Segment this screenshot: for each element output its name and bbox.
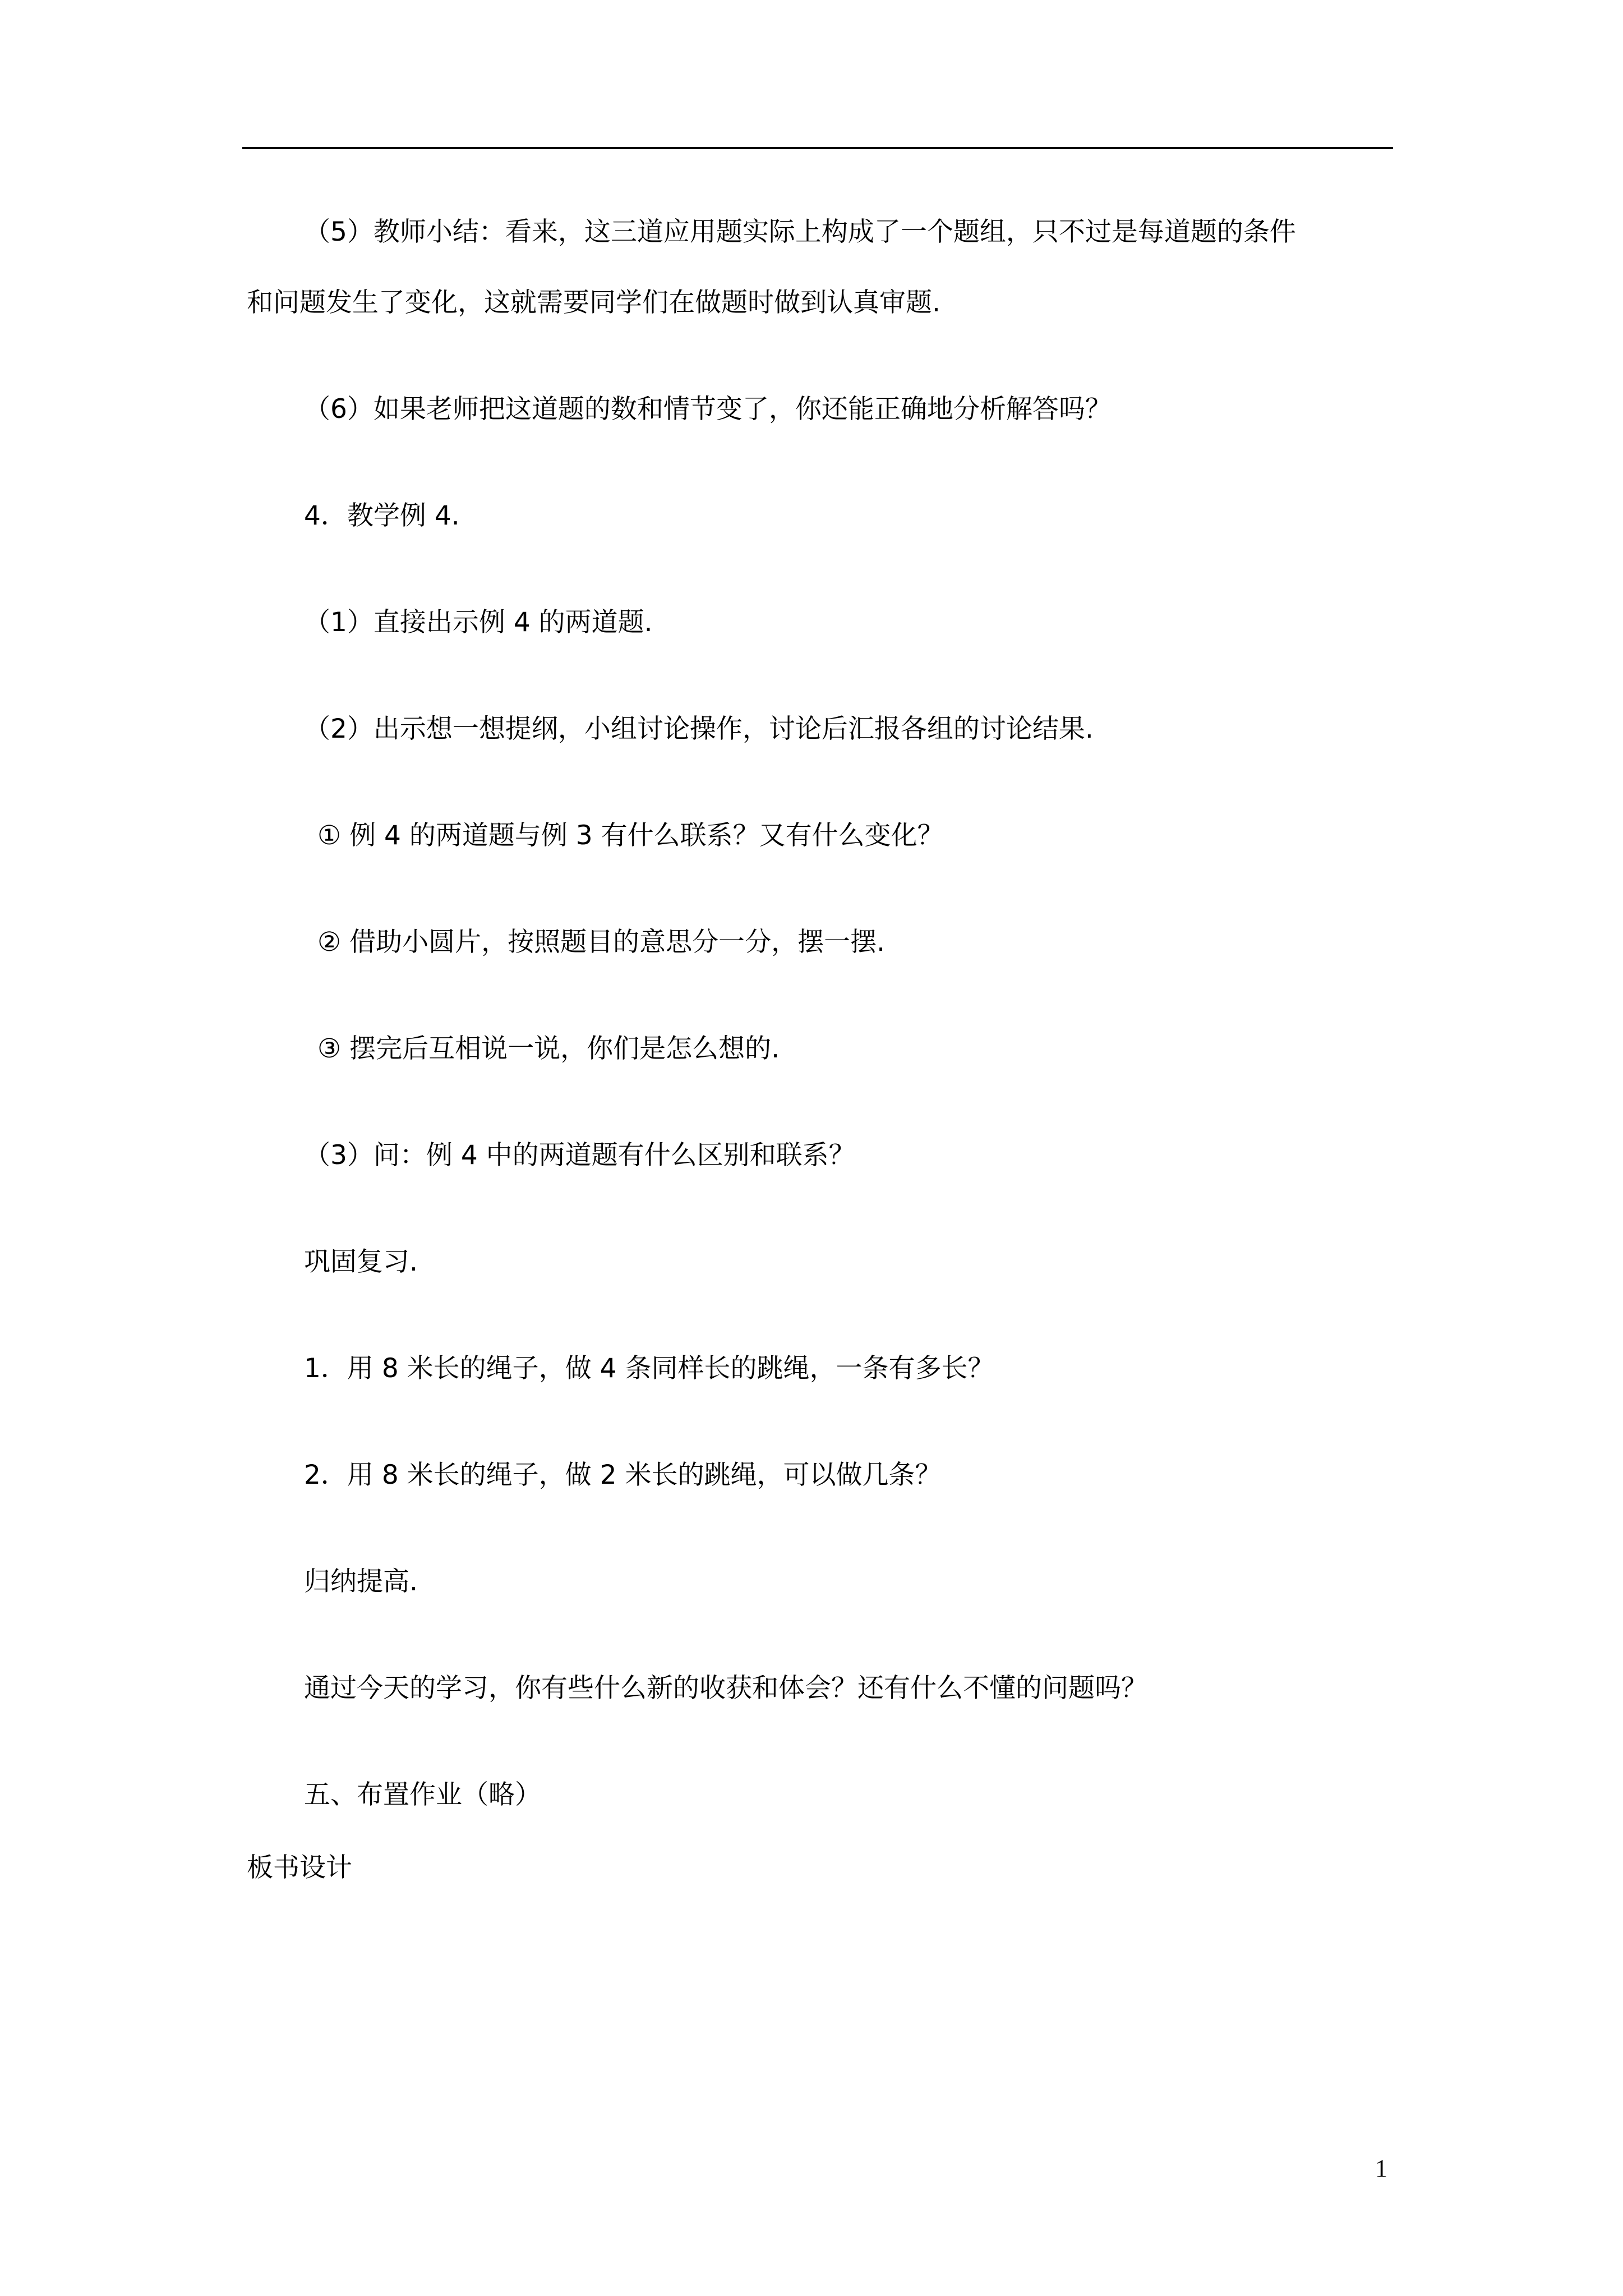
section-example-4: 4．教学例 4. <box>304 500 460 531</box>
circled-item-3: ③ 摆完后互相说一说，你们是怎么想的. <box>317 1033 780 1064</box>
heading-homework: 五、布置作业（略） <box>304 1779 541 1810</box>
header-rule <box>242 147 1393 149</box>
paragraph-item-2: （2）出示想一想提纲，小组讨论操作，讨论后汇报各组的讨论结果. <box>304 714 1094 744</box>
exercise-2: 2．用 8 米长的绳子，做 2 米长的跳绳，可以做几条？ <box>304 1460 942 1490</box>
paragraph-teacher-summary: （5）教师小结：看来，这三道应用题实际上构成了一个题组，只不过是每道题的条件 <box>304 217 1296 247</box>
heading-board-design: 板书设计 <box>247 1852 352 1883</box>
heading-summary: 归纳提高. <box>304 1566 418 1597</box>
paragraph-item-6: （6）如果老师把这道题的数和情节变了，你还能正确地分析解答吗？ <box>304 394 1112 425</box>
paragraph-reflection: 通过今天的学习，你有些什么新的收获和体会？还有什么不懂的问题吗？ <box>304 1673 1147 1704</box>
exercise-1: 1．用 8 米长的绳子，做 4 条同样长的跳绳，一条有多长？ <box>304 1353 994 1384</box>
circled-item-2: ② 借助小圆片，按照题目的意思分一分，摆一摆. <box>317 927 886 958</box>
paragraph-item-1: （1）直接出示例 4 的两道题. <box>304 607 653 638</box>
paragraph-teacher-summary-cont: 和问题发生了变化，这就需要同学们在做题时做到认真审题. <box>247 287 940 318</box>
heading-review: 巩固复习. <box>304 1246 418 1277</box>
circled-item-1: ① 例 4 的两道题与例 3 有什么联系？又有什么变化？ <box>317 820 944 851</box>
paragraph-item-3: （3）问：例 4 中的两道题有什么区别和联系？ <box>304 1140 855 1171</box>
page-number: 1 <box>1375 2155 1387 2182</box>
